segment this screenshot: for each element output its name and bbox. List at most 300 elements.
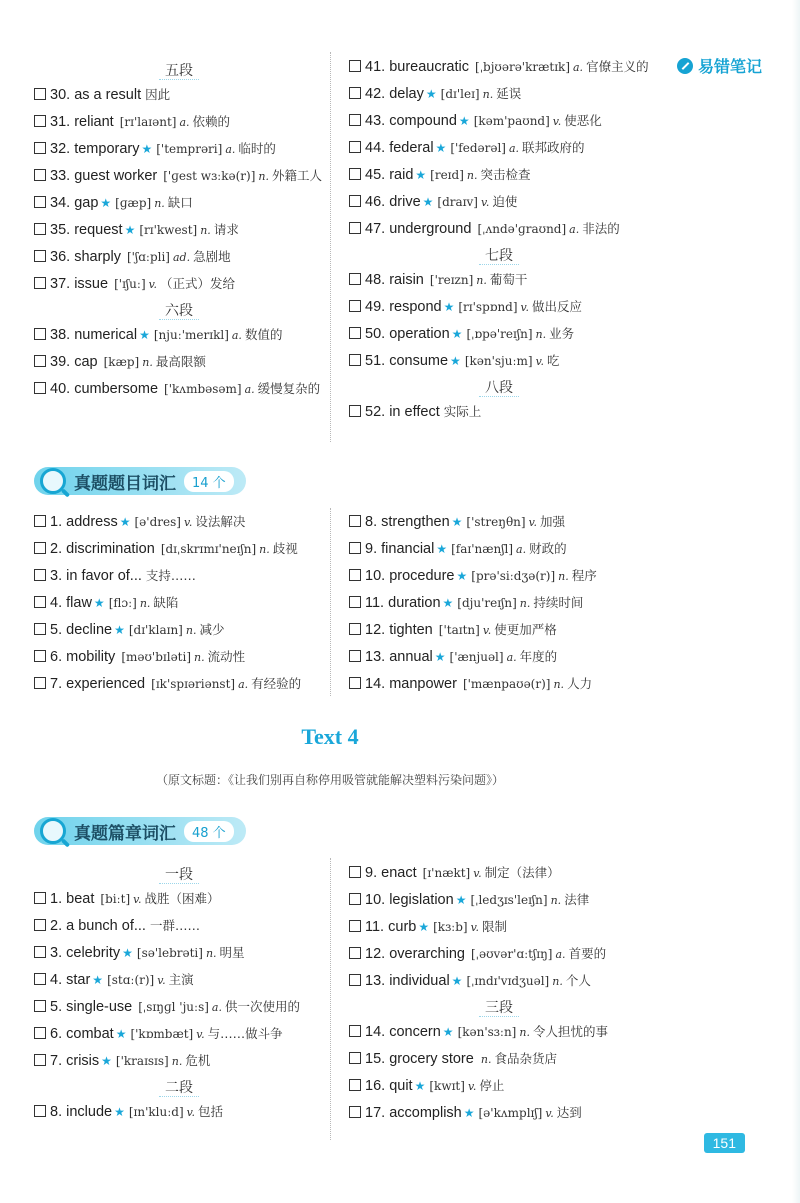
vocab-entry [34, 915, 324, 937]
entry-part-of-speech: v. [552, 115, 562, 128]
entry-part-of-speech: a. [508, 142, 520, 155]
entry-phonetic: [dju'reɪʃn] [457, 596, 517, 610]
entry-word: decline [66, 622, 113, 638]
entry-number: 11. [365, 595, 385, 611]
vocab-entry [349, 218, 649, 240]
entry-phonetic: ['ʃɑːpli] [126, 250, 170, 264]
entry-word: request [74, 222, 123, 238]
entry-phonetic: [ɪ'nækt] [422, 866, 471, 880]
entry-phonetic: ['reɪzn] [429, 273, 474, 287]
entry-meaning: 持续时间 [533, 595, 584, 610]
entry-number: 4. [50, 972, 63, 988]
entry-part-of-speech: a. [211, 1001, 222, 1014]
entry-meaning: 使更加严格 [494, 622, 557, 637]
entry-phonetic: [ˌbjʊərə'krætɪk] [475, 60, 570, 74]
checkbox[interactable] [349, 168, 361, 180]
entry-phonetic: [kəm'paʊnd] [473, 114, 550, 128]
vocab-entry [349, 673, 649, 695]
entry-number: 51. [365, 353, 386, 369]
vocab-entry [349, 565, 649, 587]
checkbox[interactable] [349, 405, 361, 417]
entry-word: operation [389, 326, 450, 342]
entry-number: 39. [50, 354, 71, 370]
checkbox[interactable] [34, 169, 46, 181]
page-number: 151 [704, 1133, 745, 1153]
entry-meaning: 制定（法律） [484, 865, 560, 880]
paragraph-heading [349, 997, 649, 1019]
star-icon: ★ [443, 300, 455, 314]
entry-number: 7. [50, 1053, 63, 1069]
entry-word: cumbersome [74, 381, 159, 397]
checkbox[interactable] [34, 250, 46, 262]
entry-word: legislation [389, 892, 454, 908]
entry-phonetic: [məʊ'bɪləti] [121, 650, 192, 664]
entry-meaning: 与……做斗争 [207, 1026, 283, 1041]
star-icon: ★ [442, 1025, 454, 1039]
checkbox[interactable] [349, 354, 361, 366]
entry-word: federal [389, 140, 434, 156]
vocab-entry [34, 273, 324, 295]
entry-number: 38. [50, 327, 71, 343]
entry-word: temporary [74, 141, 140, 157]
entry-meaning: 临时的 [238, 141, 276, 156]
entry-meaning: 实际上 [443, 404, 482, 419]
entry-part-of-speech: a. [573, 61, 584, 74]
entry-part-of-speech: a. [555, 948, 566, 961]
star-icon: ★ [119, 515, 131, 529]
paragraph-heading [34, 1077, 324, 1099]
entry-meaning: 减少 [199, 622, 225, 637]
vocab-entry [34, 646, 324, 668]
checkbox[interactable] [349, 947, 361, 959]
paragraph-heading [349, 377, 649, 399]
vocab-entry [34, 1023, 324, 1045]
entry-word: mobility [66, 649, 116, 665]
entry-phonetic: [draɪv] [437, 195, 478, 209]
entry-meaning: 业务 [549, 326, 575, 341]
entry-number: 50. [365, 326, 386, 342]
checkbox[interactable] [34, 1105, 46, 1117]
checkbox[interactable] [34, 542, 46, 554]
checkbox[interactable] [34, 328, 46, 340]
entry-number: 5. [50, 622, 63, 638]
entry-part-of-speech: a. [231, 329, 242, 342]
star-icon: ★ [451, 327, 463, 341]
vocab-entry [349, 970, 649, 992]
vocab-entry [349, 110, 649, 132]
entry-word: celebrity [66, 945, 121, 961]
entry-meaning: 做出反应 [531, 299, 582, 314]
checkbox[interactable] [349, 650, 361, 662]
vocab-entry [349, 296, 649, 318]
checkbox[interactable] [34, 892, 46, 904]
entry-meaning: 设法解决 [195, 514, 246, 529]
section-c-title: 真题篇章词汇 [74, 823, 176, 844]
checkbox[interactable] [349, 141, 361, 153]
section-c-left-column [34, 862, 324, 1128]
entry-word: delay [389, 86, 424, 102]
entry-number: 37. [50, 276, 71, 292]
magnifier-icon [40, 818, 66, 844]
entry-number: 2. [50, 918, 63, 934]
checkbox[interactable] [34, 650, 46, 662]
section-b-banner [34, 467, 246, 495]
checkbox[interactable] [34, 946, 46, 958]
vocab-entry [34, 1050, 324, 1072]
checkbox[interactable] [349, 893, 361, 905]
entry-word: experienced [66, 676, 146, 692]
checkbox[interactable] [34, 115, 46, 127]
entry-part-of-speech: n. [171, 1055, 183, 1068]
checkbox[interactable] [349, 623, 361, 635]
section-a-left-column [34, 58, 324, 405]
entry-meaning: 最高限额 [155, 354, 206, 369]
entry-number: 52. [365, 404, 386, 420]
star-icon: ★ [114, 623, 125, 637]
checkbox[interactable] [349, 60, 361, 72]
entry-meaning: 缺口 [167, 195, 193, 210]
checkbox[interactable] [34, 355, 46, 367]
entry-meaning: 延误 [496, 86, 522, 101]
entry-meaning: 官僚主义的 [586, 59, 649, 74]
entry-meaning: 葡萄干 [489, 272, 528, 287]
entry-number: 13. [365, 649, 386, 665]
entry-word: combat [66, 1026, 114, 1042]
checkbox[interactable] [349, 1052, 361, 1064]
vocab-entry [349, 646, 649, 668]
paragraph-heading [34, 864, 324, 886]
entry-phonetic: [ɪn'kluːd] [128, 1105, 184, 1119]
vocab-entry [349, 350, 649, 372]
checkbox[interactable] [349, 222, 361, 234]
entry-word: beat [66, 891, 95, 907]
section-b-left-column [34, 511, 324, 700]
entry-number: 43. [365, 113, 386, 129]
entry-word: drive [389, 194, 421, 210]
entry-meaning: 缓慢复杂的 [257, 381, 321, 396]
entry-meaning: 食品杂货店 [494, 1051, 557, 1066]
entry-phonetic: ['taɪtn] [438, 623, 480, 637]
entry-number: 33. [50, 168, 71, 184]
entry-word: duration [388, 595, 441, 611]
entry-part-of-speech: ad. [173, 251, 191, 264]
entry-number: 3. [50, 945, 63, 961]
entry-word: individual [389, 973, 450, 989]
paragraph-label: 五段 [159, 63, 199, 80]
entry-part-of-speech: v. [528, 516, 537, 529]
checkbox[interactable] [34, 569, 46, 581]
entry-word: procedure [389, 568, 455, 584]
entry-phonetic: [ˌledʒɪs'leɪʃn] [470, 893, 548, 907]
entry-part-of-speech: n. [466, 169, 478, 182]
entry-meaning: 首要的 [568, 946, 607, 961]
entry-word: tighten [389, 622, 433, 638]
entry-number: 35. [50, 222, 71, 238]
entry-meaning: 因此 [145, 87, 171, 102]
section-b-title: 真题题目词汇 [74, 473, 176, 494]
checkbox[interactable] [349, 300, 361, 312]
entry-word: consume [389, 353, 449, 369]
checkbox[interactable] [349, 974, 361, 986]
checkbox[interactable] [349, 920, 361, 932]
checkbox[interactable] [34, 973, 46, 985]
vocab-entry [34, 996, 324, 1018]
entry-meaning: 战胜（困难） [144, 891, 220, 906]
entry-word: concern [389, 1024, 441, 1040]
entry-part-of-speech: a. [238, 678, 249, 691]
entry-number: 17. [365, 1105, 386, 1121]
entry-part-of-speech: v. [470, 921, 479, 934]
entry-word: numerical [74, 327, 138, 343]
entry-phonetic: ['kʌmbəsəm] [164, 382, 242, 396]
entry-meaning: 数值的 [244, 327, 283, 342]
vocab-entry [349, 619, 649, 641]
checkbox[interactable] [34, 919, 46, 931]
entry-number: 6. [50, 649, 63, 665]
star-icon: ★ [101, 1054, 112, 1068]
vocab-entry [34, 1101, 324, 1123]
entry-part-of-speech: a. [516, 543, 527, 556]
entry-meaning: 停止 [479, 1078, 505, 1093]
entry-number: 8. [365, 514, 378, 530]
checkbox[interactable] [349, 273, 361, 285]
checkbox[interactable] [349, 87, 361, 99]
entry-word: annual [389, 649, 433, 665]
entry-phonetic: ['ænjuəl] [449, 650, 504, 664]
vocab-entry [349, 137, 649, 159]
checkbox[interactable] [34, 142, 46, 154]
entry-part-of-speech: a. [179, 116, 190, 129]
paragraph-heading [34, 60, 324, 82]
entry-number: 9. [365, 865, 378, 881]
entry-word: financial [381, 541, 435, 557]
entry-meaning: 流动性 [207, 649, 246, 664]
vocab-entry [349, 269, 649, 291]
entry-phonetic: [dɪˌskrɪmɪ'neɪʃn] [160, 542, 257, 556]
entry-meaning: 联邦政府的 [522, 140, 585, 155]
entry-meaning: 外籍工人 [271, 168, 322, 183]
entry-meaning: 歧视 [272, 541, 298, 556]
entry-word: grocery store [389, 1051, 474, 1067]
entry-part-of-speech: n. [154, 197, 165, 210]
magnifier-icon [40, 468, 66, 494]
checkbox[interactable] [34, 1027, 46, 1039]
entry-part-of-speech: n. [535, 328, 547, 341]
entry-phonetic: ['temprəri] [156, 142, 223, 156]
entry-meaning: 包括 [198, 1104, 224, 1119]
entry-part-of-speech: n. [550, 894, 562, 907]
entry-phonetic: ['mænpaʊə(r)] [462, 677, 551, 691]
paragraph-label: 六段 [159, 303, 199, 320]
entry-number: 13. [365, 973, 386, 989]
entry-word: cap [74, 354, 98, 370]
entry-phonetic: [ˌɪndɪ'vɪdʒuəl] [466, 974, 550, 988]
entry-meaning: 缺陷 [153, 595, 179, 610]
vocab-entry [349, 323, 649, 345]
star-icon: ★ [456, 569, 468, 583]
entry-word: accomplish [389, 1105, 462, 1121]
entry-phonetic: ['ɡest wɜːkə(r)] [163, 169, 256, 183]
entry-word: curb [388, 919, 417, 935]
checkbox[interactable] [34, 223, 46, 235]
entry-part-of-speech: n. [139, 597, 151, 610]
entry-meaning: 一群…… [149, 918, 200, 933]
entry-phonetic: [kən'sjuːm] [464, 354, 533, 368]
entry-part-of-speech: n. [519, 597, 531, 610]
section-b-right-column [349, 511, 649, 700]
star-icon: ★ [414, 1079, 426, 1093]
entry-part-of-speech: n. [205, 947, 217, 960]
checkbox[interactable] [34, 1054, 46, 1066]
entry-word: as a result [74, 87, 142, 103]
entry-word: quit [389, 1078, 413, 1094]
vocab-entry [34, 324, 324, 346]
entry-phonetic: [ˌəʊvər'ɑːtʃɪŋ] [471, 947, 553, 961]
entry-number: 1. [50, 891, 63, 907]
entry-word: sharply [74, 249, 121, 265]
entry-word: in effect [389, 404, 440, 420]
original-title-note: （原文标题：《让我们别再自称停用吸管就能解决塑料污染问题》） [155, 773, 504, 787]
star-icon: ★ [451, 974, 463, 988]
pen-icon [677, 58, 693, 74]
star-icon: ★ [115, 1027, 127, 1041]
entry-phonetic: [stɑː(r)] [107, 973, 155, 987]
column-divider [330, 858, 331, 1140]
entry-part-of-speech: n. [482, 88, 494, 101]
vocab-entry [34, 619, 324, 641]
vocab-entry [349, 1048, 649, 1070]
checkbox[interactable] [34, 677, 46, 689]
checkbox[interactable] [349, 866, 361, 878]
entry-number: 14. [365, 1024, 386, 1040]
star-icon: ★ [436, 542, 448, 556]
entry-phonetic: [rɪ'spɒnd] [458, 300, 518, 314]
checkbox[interactable] [349, 569, 361, 581]
entry-part-of-speech: n. [553, 678, 565, 691]
checkbox[interactable] [349, 114, 361, 126]
entry-word: address [66, 514, 118, 530]
checkbox[interactable] [34, 515, 46, 527]
checkbox[interactable] [349, 1025, 361, 1037]
checkbox[interactable] [34, 596, 46, 608]
section-c-right-column [349, 862, 649, 1129]
star-icon: ★ [458, 114, 470, 128]
entry-phonetic: [faɪ'nænʃl] [451, 542, 514, 556]
checkbox[interactable] [34, 196, 46, 208]
vocab-entry [34, 592, 324, 614]
checkbox[interactable] [349, 542, 361, 554]
vocab-entry [349, 889, 649, 911]
entry-number: 47. [365, 221, 386, 237]
entry-meaning: 使恶化 [564, 113, 602, 128]
checkbox[interactable] [349, 596, 361, 608]
entry-phonetic: [reɪd] [430, 168, 464, 182]
entry-meaning: 请求 [213, 222, 239, 237]
entry-phonetic: [dɪ'klaɪn] [128, 623, 183, 637]
checkbox[interactable] [349, 327, 361, 339]
entry-part-of-speech: v. [196, 1028, 205, 1041]
paragraph-heading [34, 300, 324, 322]
entry-meaning: 支持…… [145, 568, 196, 583]
entry-number: 8. [50, 1104, 63, 1120]
vocab-entry [349, 1021, 649, 1043]
entry-phonetic: [sə'lebrəti] [136, 946, 203, 960]
entry-meaning: 明星 [219, 945, 245, 960]
paragraph-label: 二段 [159, 1080, 199, 1097]
entry-phonetic: [rɪ'kwest] [139, 223, 198, 237]
entry-part-of-speech: v. [535, 355, 545, 368]
entry-part-of-speech: v. [467, 1080, 477, 1093]
entry-meaning: 依赖的 [192, 114, 231, 129]
entry-phonetic: [biːt] [100, 892, 131, 906]
checkbox[interactable] [349, 1106, 361, 1118]
vocab-entry [34, 111, 324, 133]
entry-number: 36. [50, 249, 71, 265]
entry-number: 40. [50, 381, 71, 397]
paragraph-label: 八段 [479, 380, 519, 397]
column-divider [330, 52, 331, 442]
star-icon: ★ [463, 1106, 475, 1120]
entry-part-of-speech: v. [545, 1107, 554, 1120]
entry-part-of-speech: v. [148, 278, 158, 291]
brand-label [677, 54, 762, 77]
checkbox[interactable] [349, 515, 361, 527]
vocab-entry [349, 83, 649, 105]
vocab-entry [349, 943, 649, 965]
entry-meaning: 危机 [185, 1053, 211, 1068]
entry-word: gap [74, 195, 99, 211]
vocab-entry [34, 138, 324, 160]
entry-word: crisis [66, 1053, 100, 1069]
vocab-entry [34, 192, 324, 214]
entry-number: 14. [365, 676, 386, 692]
paragraph-label: 一段 [159, 867, 199, 884]
entry-meaning: 财政的 [529, 541, 567, 556]
checkbox[interactable] [34, 382, 46, 394]
entry-number: 16. [365, 1078, 386, 1094]
star-icon: ★ [442, 596, 454, 610]
section-a-right-column [349, 56, 649, 428]
checkbox[interactable] [34, 277, 46, 289]
entry-part-of-speech: v. [480, 196, 490, 209]
checkbox[interactable] [349, 677, 361, 689]
entry-meaning: 急剧地 [193, 249, 231, 264]
entry-part-of-speech: n. [558, 570, 569, 583]
star-icon: ★ [122, 946, 133, 960]
entry-meaning: 迫使 [492, 194, 518, 209]
checkbox[interactable] [349, 195, 361, 207]
vocab-entry [349, 401, 649, 423]
entry-number: 10. [365, 892, 386, 908]
star-icon: ★ [455, 893, 467, 907]
vocab-entry [349, 538, 649, 560]
entry-meaning: 主演 [168, 972, 194, 987]
checkbox[interactable] [34, 88, 46, 100]
section-b-count: 14 个 [184, 471, 234, 492]
checkbox[interactable] [34, 1000, 46, 1012]
entry-phonetic: [rɪ'laɪənt] [119, 115, 177, 129]
vocab-entry [34, 84, 324, 106]
section-c-banner [34, 817, 246, 845]
paragraph-label: 七段 [479, 248, 519, 265]
checkbox[interactable] [349, 1079, 361, 1091]
entry-number: 46. [365, 194, 386, 210]
entry-meaning: 突击检查 [480, 167, 531, 182]
checkbox[interactable] [34, 623, 46, 635]
entry-part-of-speech: v. [183, 516, 193, 529]
entry-part-of-speech: n. [142, 356, 153, 369]
entry-number: 31. [50, 114, 71, 130]
